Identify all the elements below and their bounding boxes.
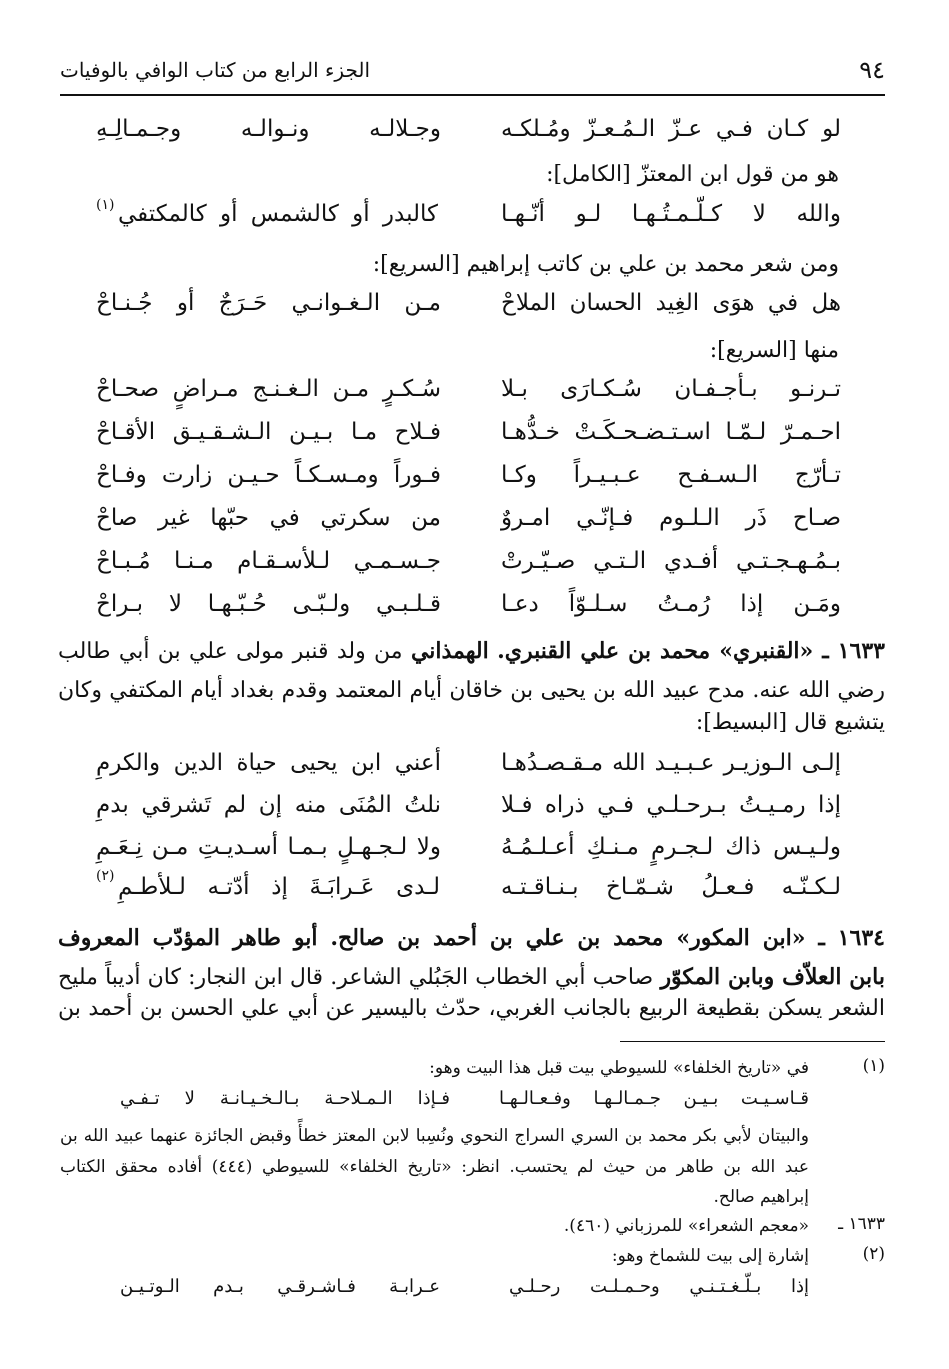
entry-1633-heading (58, 636, 885, 667)
footnote-marker: (٢) (96, 868, 115, 884)
verse-line (96, 548, 841, 582)
verse-line (96, 197, 841, 235)
verse-intro: ومن شعر محمد بن علي بن كاتب إبراهيم [السريع]: (372, 252, 839, 277)
verse-line (96, 750, 841, 784)
verse-intro: هو من قول ابن المعتزّ [الكامل]: (546, 162, 839, 187)
verse-first-hemistich: إذا بـلّـغـتـنـي وحـمـلـت رحـلـي (509, 1276, 809, 1297)
verse-first-hemistich: لـكـنّـه فـعـلُ شـمّـاخ بـنـاقـتـه (501, 874, 841, 900)
verse-line (96, 419, 841, 453)
entry-1634-text-line: الشعر يسكن بقطيعة الربيع بالجانب الغربي، حدّث باليسير عن أبي علي الحسن بن أحمد بن (58, 996, 885, 1021)
footnote-number: (٢) (862, 1244, 885, 1264)
entry-1633-text: من ولد قنبر مولى علي بن أبي طالب (58, 639, 403, 664)
verse-first-hemistich: ولـيـس ذاك لـجـرمٍ مـنـكِ أعـلـمُـهُ (501, 834, 841, 860)
verse-first-hemistich: احـمـرّ لـمّـا اسـتـضـحـكَـتْ خـدُّهـا (501, 419, 841, 445)
page-number: ٩٤ (859, 56, 885, 84)
verse-second-hemistich: جـسـمـي لـلأسـقـام مـنـا مُـبـاحْ (96, 548, 441, 574)
verse-first-hemistich: إذا رمـيـتُ بـرحـلـي فـي ذراه فـلا (501, 792, 841, 818)
header-rule (60, 94, 885, 96)
footnote-number: (١) (862, 1056, 885, 1076)
verse-line (96, 290, 841, 324)
verse-first-hemistich: إلـى الـوزيـر عـبـيـد الله مـقـصـدُهـا (501, 750, 841, 776)
footnote-text: والبيتان لأبي بكر محمد بن السري السراج النحوي ونُسِبا لابن المعتز خطأً وقبض الجائزة عنهما عبيد الله بن (60, 1126, 809, 1146)
verse-second-hemistich: مـن الـغـوانـي حَـرَجٌ أو جُـنـاحْ (96, 290, 441, 316)
entry-1633-nisba: الهمذاني (410, 638, 489, 664)
verse-second-hemistich: فـوراً ومـسـكـاً حـيـن زارت وفـاحْ (96, 462, 441, 488)
verse-second-hemistich: من سكرتي في حبّها غير صاحْ (96, 505, 441, 531)
entry-1634-text-line (58, 962, 885, 993)
footnote-marker: (١) (96, 197, 115, 213)
verse-second-hemistich: كالبدر أو كالشمس أو كالمكتفي (118, 201, 438, 227)
verse-first-hemistich: والله لا كـلّـمـتُـهـا لـو أنّـهـا (501, 201, 841, 227)
verse-second-hemistich: عـرابـة فـاشـرقـي بـدم الـوتـيـن (120, 1276, 440, 1297)
verse-first-hemistich: ومَـن إذا رُمـتُ سـلـوّاً دعـا (501, 591, 841, 617)
verse-second-hemistich: فـإذا الـمـلاحـة بـالـخـيـانـة لا تـفـي (120, 1088, 450, 1109)
verse-second-hemistich: نلتُ المُنَى منه إن لم تَشرقي بدمِ (96, 792, 441, 818)
entry-1634-heading: ١٦٣٤ ـ «ابن المكور» محمد بن علي بن أحمد بن صالح. أبو طاهر المؤدّب المعروف (58, 925, 885, 951)
page-header (60, 50, 889, 86)
footnote-text: إشارة إلى بيت للشماخ وهو: (611, 1246, 809, 1266)
verse-line (96, 868, 841, 908)
verse-first-hemistich: هل في هوَى الغِيد الحسان الملاحْ (501, 290, 841, 316)
verse-line (96, 505, 841, 539)
verse-second-hemistich: وجـلالـه ونـوالـه وجـمـالِـهِ (96, 116, 441, 142)
footnote-number: ١٦٣٣ ـ (838, 1214, 885, 1234)
verse-first-hemistich: تـرنـو بـأجـفـان سُـكـارَى بـلا (501, 376, 841, 402)
footnote-rule (620, 1041, 885, 1042)
verse-first-hemistich: صـاح ذَر الـلـوم فـإنّـي امـروٌ (501, 505, 841, 531)
verse-line (96, 462, 841, 496)
verse-first-hemistich: قـاسـيـت بـيـن جـمـالـهـا وفـعـالـهـا (499, 1088, 809, 1109)
verse-second-hemistich: قـلـبـي ولـبّـى حُـبّـهـا لا بـراحْ (96, 591, 441, 617)
verse-line (96, 591, 841, 625)
verse-line (96, 376, 841, 410)
entry-1633-text-line: يتشيع قال [البسيط]: (695, 710, 885, 735)
verse-line (96, 116, 841, 150)
verse-intro: منها [السريع]: (709, 338, 839, 363)
verse-first-hemistich: تـأرّج الـسـفـح عـبـيـراً وكـا (501, 462, 841, 488)
entry-1634-title: بابن العلاّف وبابن المكوّر (660, 964, 886, 990)
footnote-verse (120, 1088, 809, 1114)
footnote-text: «معجم الشعراء» للمرزباني (٤٦٠). (563, 1216, 809, 1236)
entry-1634-text: صاحب أبي الخطاب الجَبُلي الشاعر. قال ابن النجار: كان أديباً مليح (58, 965, 654, 990)
footnote-text: إبراهيم صالح. (713, 1187, 809, 1207)
verse-first-hemistich: لو كـان فـي عـزّ الـمُـعـزّ ومُـلكـه (501, 116, 841, 142)
verse-second-hemistich: ولا لـجـهـلٍ بـمـا أسـديـتِ مـن نِـعَـمِ (96, 834, 441, 860)
entry-1633-title: ١٦٣٣ ـ «القنبري» محمد بن علي القنبري. (497, 638, 885, 664)
verse-second-hemistich: لـدى عَـرابَـةَ إذ أدّتـه لـلأطـمِ (118, 874, 440, 900)
footnote-text: في «تاريخ الخلفاء» للسيوطي بيت قبل هذا البيت وهو: (429, 1058, 809, 1078)
verse-second-hemistich: فـلاح مـا بـيـن الـشـقـيـق الأقـاحْ (96, 419, 441, 445)
verse-line (96, 792, 841, 826)
verse-second-hemistich: سُـكـرٍ مـن الـغـنـج مـراضٍ صحـاحْ (96, 376, 441, 402)
running-title: الجزء الرابع من كتاب الوافي بالوفيات (60, 58, 371, 82)
footnote-verse (120, 1276, 809, 1302)
verse-second-hemistich: أعني ابن يحيى حياة الدين والكرمِ (96, 750, 441, 776)
entry-1633-text-line: رضي الله عنه. مدح عبيد الله بن يحيى بن خاقان أيام المعتمد وقدم بغداد أيام المكتفي وكان (58, 678, 885, 703)
verse-first-hemistich: بـمُـهـجـتـي أفـدي الـتـي صـيّـرتْ (501, 548, 841, 574)
verse-line (96, 834, 841, 868)
footnote-text: عبد الله بن طاهر من حيث لم يحتسب. انظر: «تاريخ الخلفاء» للسيوطي (٤٤٤) أفاده محقق الكتاب (60, 1157, 810, 1177)
